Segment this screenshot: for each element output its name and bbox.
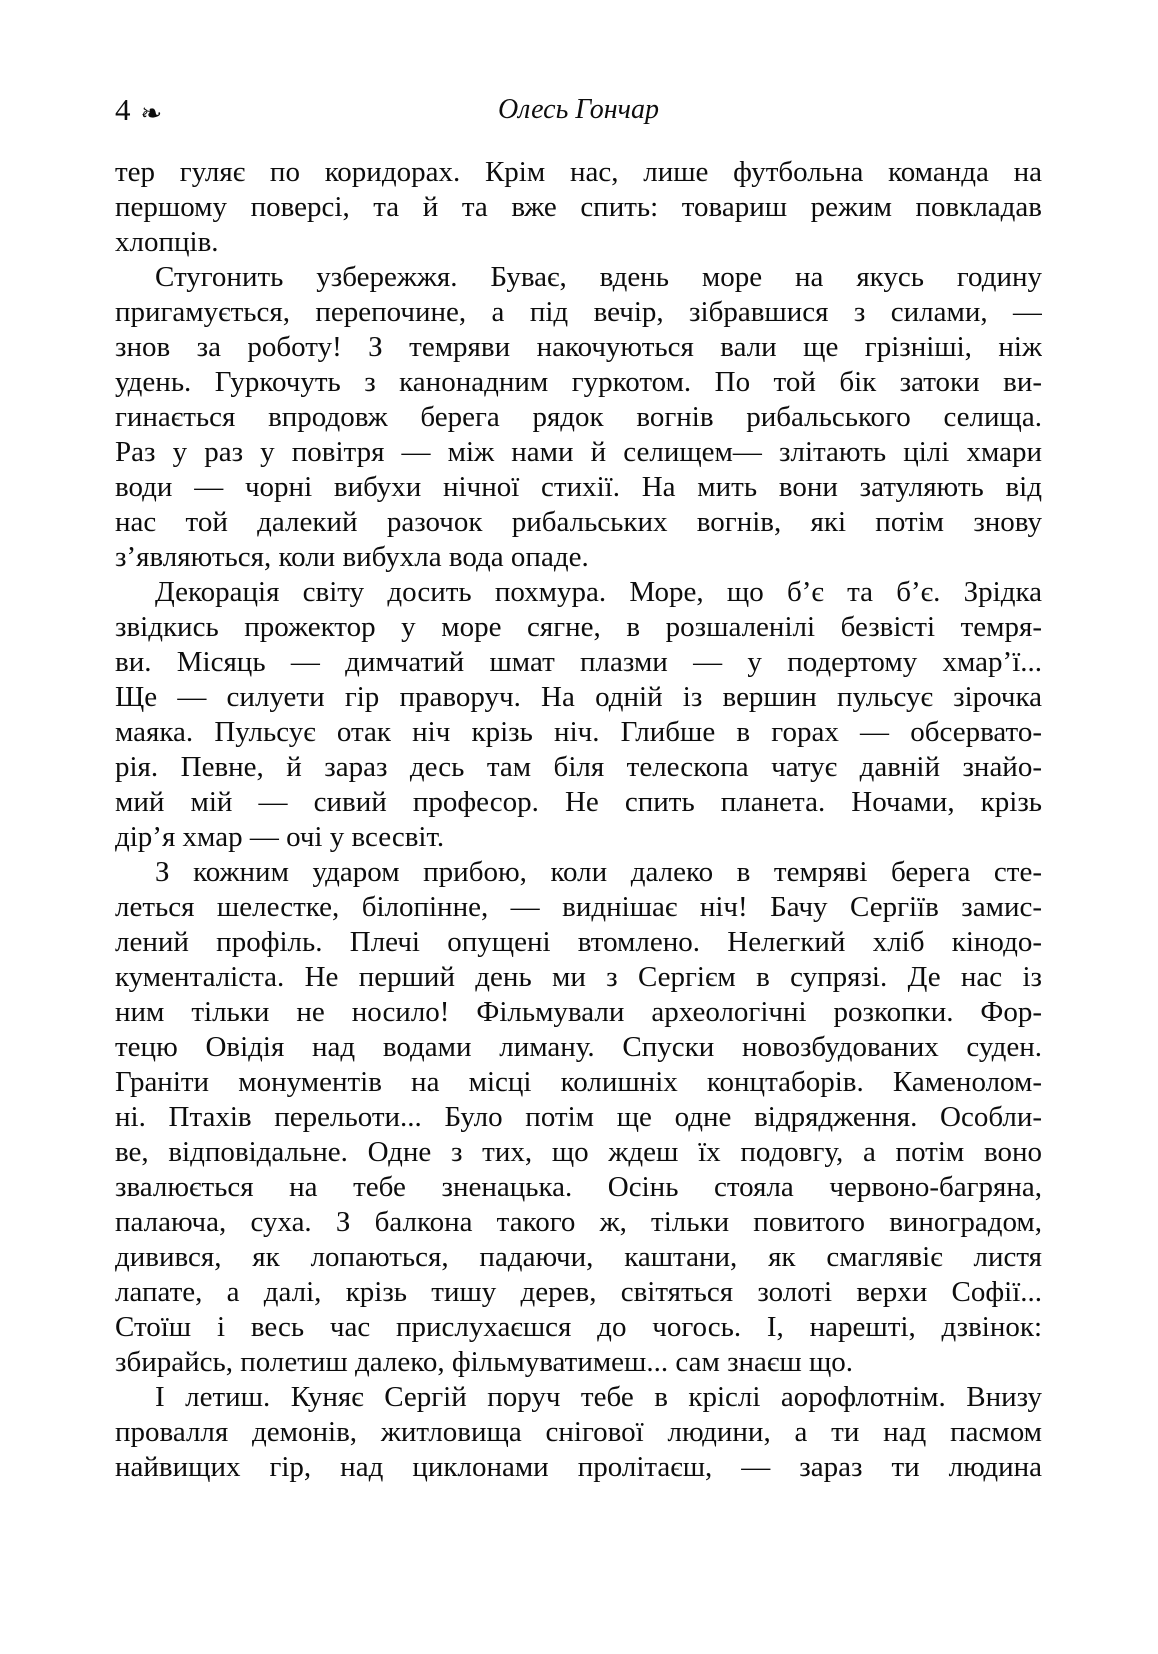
text-line: провалля демонів, житловища снігової людини, а ти над пасмом [115,1416,1042,1448]
text-line: тецю Овідія над водами лиману. Спуски новозбудованих суден. [115,1031,1042,1063]
text-line: води — чорні вибухи нічної стихії. На мить вони затуляють від [115,471,1042,503]
text-line: тер гуляє по коридорах. Крім нас, лише футбольна команда на [115,156,1042,188]
text-line: звалюється на тебе зненацька. Осінь стояла червоно-багряна, [115,1171,1042,1203]
text-line: удень. Гуркочуть з канонадним гуркотом. По той бік затоки ви- [115,366,1042,398]
body-text [115,155,1042,1485]
text-line: ні. Птахів перельоти... Було потім ще одне відрядження. Особли- [115,1101,1042,1133]
text-line: З кожним ударом прибою, коли далеко в темряві берега сте- [155,856,1042,888]
text-line: кументаліста. Не перший день ми з Сергієм в супрязі. Де нас із [115,961,1042,993]
text-line: нас той далекий разочок рибальських вогнів, які потім знову [115,506,1042,538]
paragraph [115,575,1042,855]
paragraph [115,1380,1042,1485]
text-line: Ще — силуети гір праворуч. На одній із вершин пульсує зірочка [115,681,1042,713]
text-line: ви. Місяць — димчатий шмат плазми — у подертому хмар’ї... [115,646,1042,678]
text-line: Граніти монументів на місці колишніх концтаборів. Каменолом- [115,1066,1042,1098]
page-header [115,92,1042,132]
text-line: ве, відповідальне. Одне з тих, що ждеш їх подовгу, а потім воно [115,1136,1042,1168]
text-line: гинається впродовж берега рядок вогнів рибальського селища. [115,401,1042,433]
paragraph [115,155,1042,260]
text-line: мий мій — сивий професор. Не спить планета. Ночами, крізь [115,786,1042,818]
text-line: дір’я хмар — очі у всесвіт. [115,821,445,853]
text-line: найвищих гір, над циклонами пролітаєш, — зараз ти людина [115,1451,1042,1483]
paragraph [115,260,1042,575]
fleuron-ornament-icon: ❧ [140,99,163,129]
text-line: Стугонить узбережжя. Буває, вдень море на якусь годину [155,261,1042,293]
text-line: звідкись прожектор у море сягне, в розшаленілі безвісті темря- [115,611,1042,643]
running-title: Олесь Гончар [497,94,660,125]
text-line: з’являються, коли вибухла вода опаде. [115,541,589,573]
text-line: І летиш. Куняє Сергій поруч тебе в кріслі аорофлотнім. Внизу [155,1381,1042,1413]
text-line: маяка. Пульсує отак ніч крізь ніч. Глибше в горах — обсервато- [115,716,1042,748]
text-line: лений профіль. Плечі опущені втомлено. Нелегкий хліб кінодо- [115,926,1042,958]
text-line: Раз у раз у повітря — між нами й селищем— злітають цілі хмари [115,436,1042,468]
text-line: дивився, як лопаються, падаючи, каштани, як смаглявіє листя [115,1241,1042,1273]
page-number: 4 [115,92,131,127]
text-line: хлопців. [115,226,219,258]
text-line: ним тільки не носило! Фільмували археологічні розкопки. Фор- [115,996,1042,1028]
text-line: пригамується, перепочине, а під вечір, зібравшися з силами, — [115,296,1042,328]
text-line: рія. Певне, й зараз десь там біля телескопа чатує давній знайо- [115,751,1042,783]
text-line: леться шелестке, білопінне, — виднішає ніч! Бачу Сергіїв замис- [115,891,1042,923]
paragraph [115,855,1042,1380]
text-line: знов за роботу! З темряви накочуються вали ще грізніші, ніж [115,331,1042,363]
text-line: палаюча, суха. З балкона такого ж, тільки повитого виноградом, [115,1206,1042,1238]
text-line: Декорація світу досить похмура. Море, що б’є та б’є. Зрідка [155,576,1042,608]
text-line: першому поверсі, та й та вже спить: товариш режим повкладав [115,191,1042,223]
text-line: Стоїш і весь час прислухаєшся до чогось. І, нарешті, дзвінок: [115,1311,1042,1343]
text-line: лапате, а далі, крізь тишу дерев, світяться золоті верхи Софії... [115,1276,1042,1308]
text-line: збирайсь, полетиш далеко, фільмуватимеш... сам знаєш що. [115,1346,854,1378]
